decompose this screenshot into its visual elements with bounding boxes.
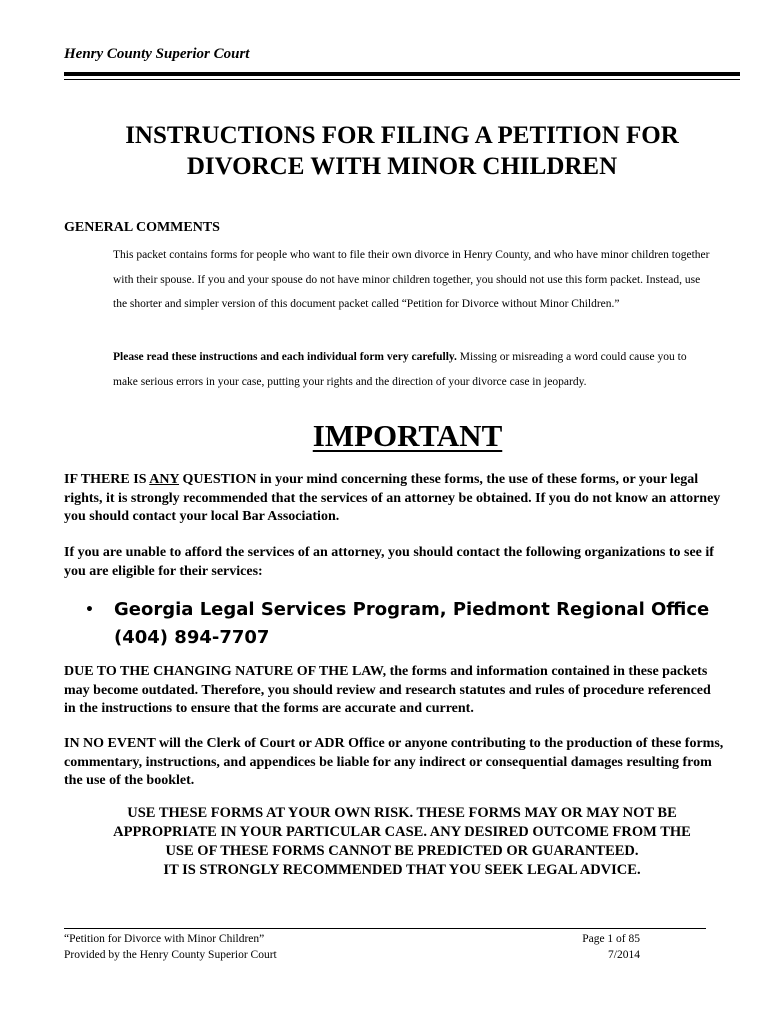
footer-page-number: Page 1 of 85 [582,933,640,945]
footer-rule [64,928,706,929]
attorney-advice-paragraph [64,471,724,527]
general-comments-heading: GENERAL COMMENTS [64,220,220,235]
document-title [64,120,740,182]
risk-line-4: IT IS STRONGLY RECOMMENDED THAT YOU SEEK LEGAL ADVICE. [163,862,641,878]
title-line-1: INSTRUCTIONS FOR FILING A PETITION FOR [125,122,679,149]
legal-services-phone: (404) 894-7707 [114,627,270,648]
risk-notice [64,804,740,880]
footer-left [64,931,277,963]
changing-law-paragraph: DUE TO THE CHANGING NATURE OF THE LAW, the forms and information contained in these packets may become outdated. Therefore, you should review and research statutes and rules of procedure referenced in the instructions to ensure that the forms are accurate and current. [64,664,711,716]
legal-services-name: Georgia Legal Services Program, Piedmont Regional Office [114,599,710,620]
header-court-name: Henry County Superior Court [64,46,250,62]
general-comments-paragraph-1: This packet contains forms for people who want to file their own divorce in Henry County, and who have minor children together with their spouse. If you and your spouse do not have minor children together, you should not use this form packet. Instead, use the shorter and simpler version of this document packet called “Petition for Divorce without Minor Children.” [113,249,710,310]
legal-services-text [114,596,714,652]
header-rule-thick [64,72,740,76]
footer-right [540,931,640,963]
risk-line-3: USE OF THESE FORMS CANNOT BE PREDICTED OR GUARANTEED. [165,843,639,859]
footer-provided-by: Provided by the Henry County Superior Court [64,949,277,961]
title-line-2: DIVORCE WITH MINOR CHILDREN [186,153,618,180]
read-carefully-rest: Missing or misreading a word could cause you to make serious errors in your case, putting your rights and the direction of your divorce case in jeopardy. [113,351,687,388]
liability-paragraph: IN NO EVENT will the Clerk of Court or ADR Office or anyone contributing to the production of these forms, commentary, instructions, and appendices be liable for any indirect or consequential damages resulting from the use of the booklet. [64,736,724,788]
header-rule-thin [64,79,740,80]
read-carefully-emphasis: Please read these instructions and each individual form very carefully. [113,351,457,363]
risk-line-2: APPROPRIATE IN YOUR PARTICULAR CASE. ANY DESIRED OUTCOME FROM THE [113,824,691,840]
attorney-advice-start: IF THERE IS [64,472,150,487]
bullet-icon: • [85,602,94,618]
general-comments-paragraph-2 [113,345,713,394]
important-heading: IMPORTANT [312,418,503,453]
risk-line-1: USE THESE FORMS AT YOUR OWN RISK. THESE FORMS MAY OR MAY NOT BE [127,805,677,821]
footer-doc-title: “Petition for Divorce with Minor Children” [64,933,265,945]
footer-date: 7/2014 [608,949,640,961]
attorney-advice-end: QUESTION in your mind concerning these forms, the use of these forms, or your legal rights, it is strongly recommended that the services of an attorney be obtained. If you do not know an attorney you should contact your local Bar Association. [64,472,721,524]
unable-to-afford-paragraph: If you are unable to afford the services of an attorney, you should contact the following organizations to see if you are eligible for their services: [64,545,714,579]
attorney-advice-any: ANY [149,472,180,487]
